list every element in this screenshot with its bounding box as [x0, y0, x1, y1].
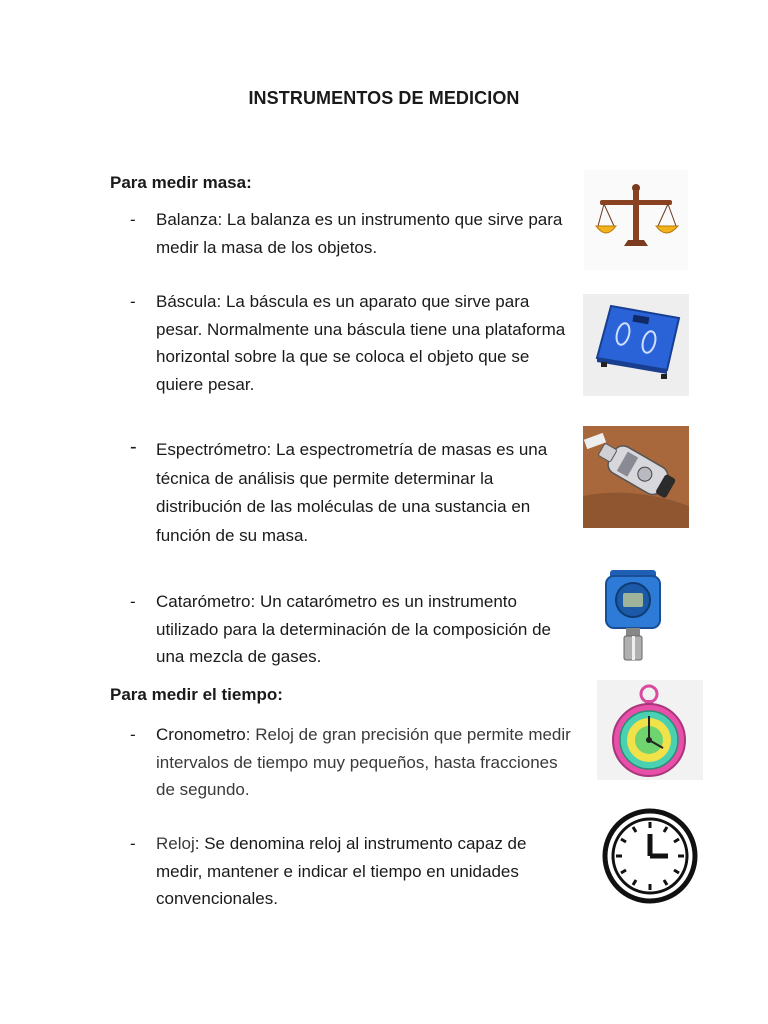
item-term: Báscula [156, 292, 217, 311]
balance-scale-icon [584, 170, 688, 270]
section-heading-mass: Para medir masa: [110, 173, 252, 192]
item-separator: : [245, 725, 256, 744]
item-term: Reloj [156, 834, 195, 853]
list-item-text [156, 288, 575, 398]
item-separator: : [266, 440, 276, 459]
list-item-text [156, 588, 575, 671]
item-description: La báscula es un aparato que sirve para pesar. Normalmente una báscula tiene una plataforma horizontal sobre la que se coloca el objeto que se quiere pesar. [156, 292, 566, 394]
item-term: Cronometro [156, 725, 246, 744]
wall-clock-icon [600, 808, 700, 908]
bathroom-scale-icon [583, 294, 689, 396]
list-item-cronometro [130, 721, 575, 804]
list-item-espectrometro [130, 436, 575, 550]
list-item-text [156, 721, 575, 804]
item-term: Catarómetro [156, 592, 251, 611]
item-separator: : [217, 210, 227, 229]
item-description: La espectrometría de masas es una técnica de análisis que permite determinar la distribución de las moléculas de una sustancia en función de su masa. [156, 440, 548, 545]
list-item-bascula [130, 288, 575, 398]
list-dash: - [130, 592, 136, 611]
item-description: Reloj de gran precisión que permite medir intervalos de tiempo muy pequeños, hasta fracciones de segundo. [156, 725, 571, 799]
list-item-text [156, 436, 575, 550]
item-description: La balanza es un instrumento que sirve para medir la masa de los objetos. [156, 210, 563, 257]
list-item-text [156, 830, 575, 913]
item-description: Un catarómetro es un instrumento utilizado para la determinación de la composición de una mezcla de gases. [156, 592, 552, 666]
list-dash: - [130, 436, 137, 458]
item-separator: : [216, 292, 226, 311]
katharometer-icon [596, 566, 670, 666]
item-separator: : [250, 592, 260, 611]
list-item-balanza [130, 206, 575, 261]
list-dash: - [130, 834, 136, 853]
item-term: Balanza [156, 210, 218, 229]
item-description: Se denomina reloj al instrumento capaz de medir, mantener e indicar el tiempo en unidades convencionales. [156, 834, 527, 908]
list-item-text [156, 206, 575, 261]
stopwatch-icon [597, 680, 703, 780]
item-term: Espectrómetro [156, 440, 267, 459]
list-dash: - [130, 210, 136, 229]
section-heading-time: Para medir el tiempo: [110, 685, 283, 704]
spectrometer-icon [583, 426, 689, 528]
list-item-reloj [130, 830, 575, 913]
list-dash: - [130, 725, 136, 744]
list-item-catarometro [130, 588, 575, 671]
page-title: INSTRUMENTOS DE MEDICION [248, 88, 520, 108]
list-dash: - [130, 292, 136, 311]
item-separator: : [194, 834, 205, 853]
